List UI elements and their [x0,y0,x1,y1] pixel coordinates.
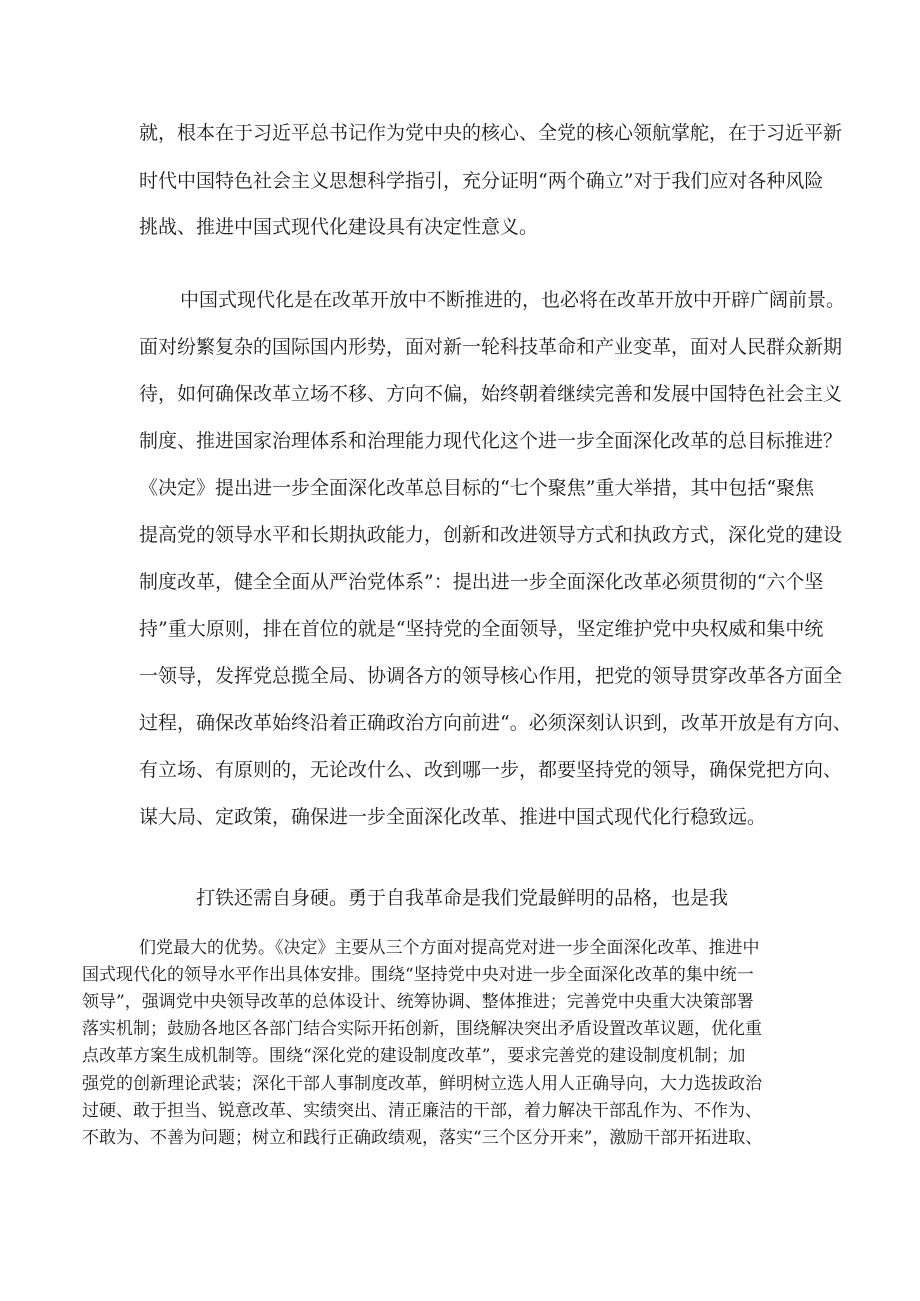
paragraph3-heading: 打铁还需自身硬。勇于自我革命是我们党最鲜明的品格，也是我 [196,887,729,909]
paragraph2-line-8: 持”重大原则，排在首位的就是“坚持党的全面领导，坚定维护党中央权威和集中统 [139,618,824,640]
paragraph2-line-4: 制度、推进国家治理体系和治理能力现代化这个进一步全面深化改革的总目标推进？ [139,430,843,452]
paragraph3-line-6: 强党的创新理论武装；深化干部人事制度改革，鲜明树立选人用人正确导向，大力选拔政治 [82,1074,762,1094]
paragraph2-line-10: 过程，确保改革始终沿着正确政治方向前进“。必须深刻认识到，改革开放是有方向、 [139,712,852,734]
paragraph3-line-1: 们党最大的优势。《决定》主要从三个方面对提高党对进一步全面深化改革、推进中 [139,938,760,958]
paragraph2-line-6: 提高党的领导水平和长期执政能力，创新和改进领导方式和执政方式，深化党的建设 [139,524,843,546]
paragraph3-line-5: 点改革方案生成机制等。围绕“深化党的建设制度改革”，要求完善党的建设制度机制；加 [82,1046,746,1066]
paragraph2-line-2: 面对纷繁复杂的国际国内形势，面对新一轮科技革命和产业变革，面对人民群众新期 [139,336,843,358]
paragraph2-line-9: 一领导，发挥党总揽全局、协调各方的领导核心作用，把党的领导贯穿改革各方面全 [139,665,843,687]
paragraph2-line-3: 待，如何确保改革立场不移、方向不偏，始终朝着继续完善和发展中国特色社会主义 [139,383,843,405]
paragraph2-line-5: 《决定》提出进一步全面深化改革总目标的“七个聚焦”重大举措，其中包括“聚焦 [139,477,815,499]
paragraph3-line-4: 落实机制；鼓励各地区各部门结合实际开拓创新，围绕解决突出矛盾设置改革议题，优化重 [82,1019,762,1039]
paragraph2-line-12: 谋大局、定政策，确保进一步全面深化改革、推进中国式现代化行稳致远。 [139,806,767,828]
paragraph3-line-7: 过硬、敢于担当、锐意改革、实绩突出、清正廉洁的干部，着力解决干部乱作为、不作为、 [82,1101,762,1121]
paragraph3-line-2: 国式现代化的领导水平作出具体安排。围绕“坚持党中央对进一步全面深化改革的集中统一 [82,965,754,985]
paragraph1-line-1: 就，根本在于习近平总书记作为党中央的核心、全党的核心领航掌舵，在于习近平新 [139,122,843,144]
paragraph3-line-8: 不敢为、不善为问题；树立和践行正确政绩观，落实“三个区分开来”，激励干部开拓进取、 [82,1128,763,1148]
paragraph2-line-1: 中国式现代化是在改革开放中不断推进的，也必将在改革开放中开辟广阔前景。 [180,289,846,311]
paragraph3-line-3: 领导”，强调党中央领导改革的总体设计、统筹协调、整体推进；完善党中央重大决策部署 [82,992,754,1012]
paragraph2-line-7: 制度改革，健全全面从严治党体系”：提出进一步全面深化改革必须贯彻的“六个坚 [139,571,824,593]
paragraph2-line-11: 有立场、有原则的，无论改什么、改到哪一步，都要坚持党的领导，确保党把方向、 [139,759,843,781]
paragraph1-line-3: 挑战、推进中国式现代化建设具有决定性意义。 [139,216,539,238]
paragraph1-line-2: 时代中国特色社会主义思想科学指引，充分证明“两个确立”对于我们应对各种风险 [139,170,824,192]
